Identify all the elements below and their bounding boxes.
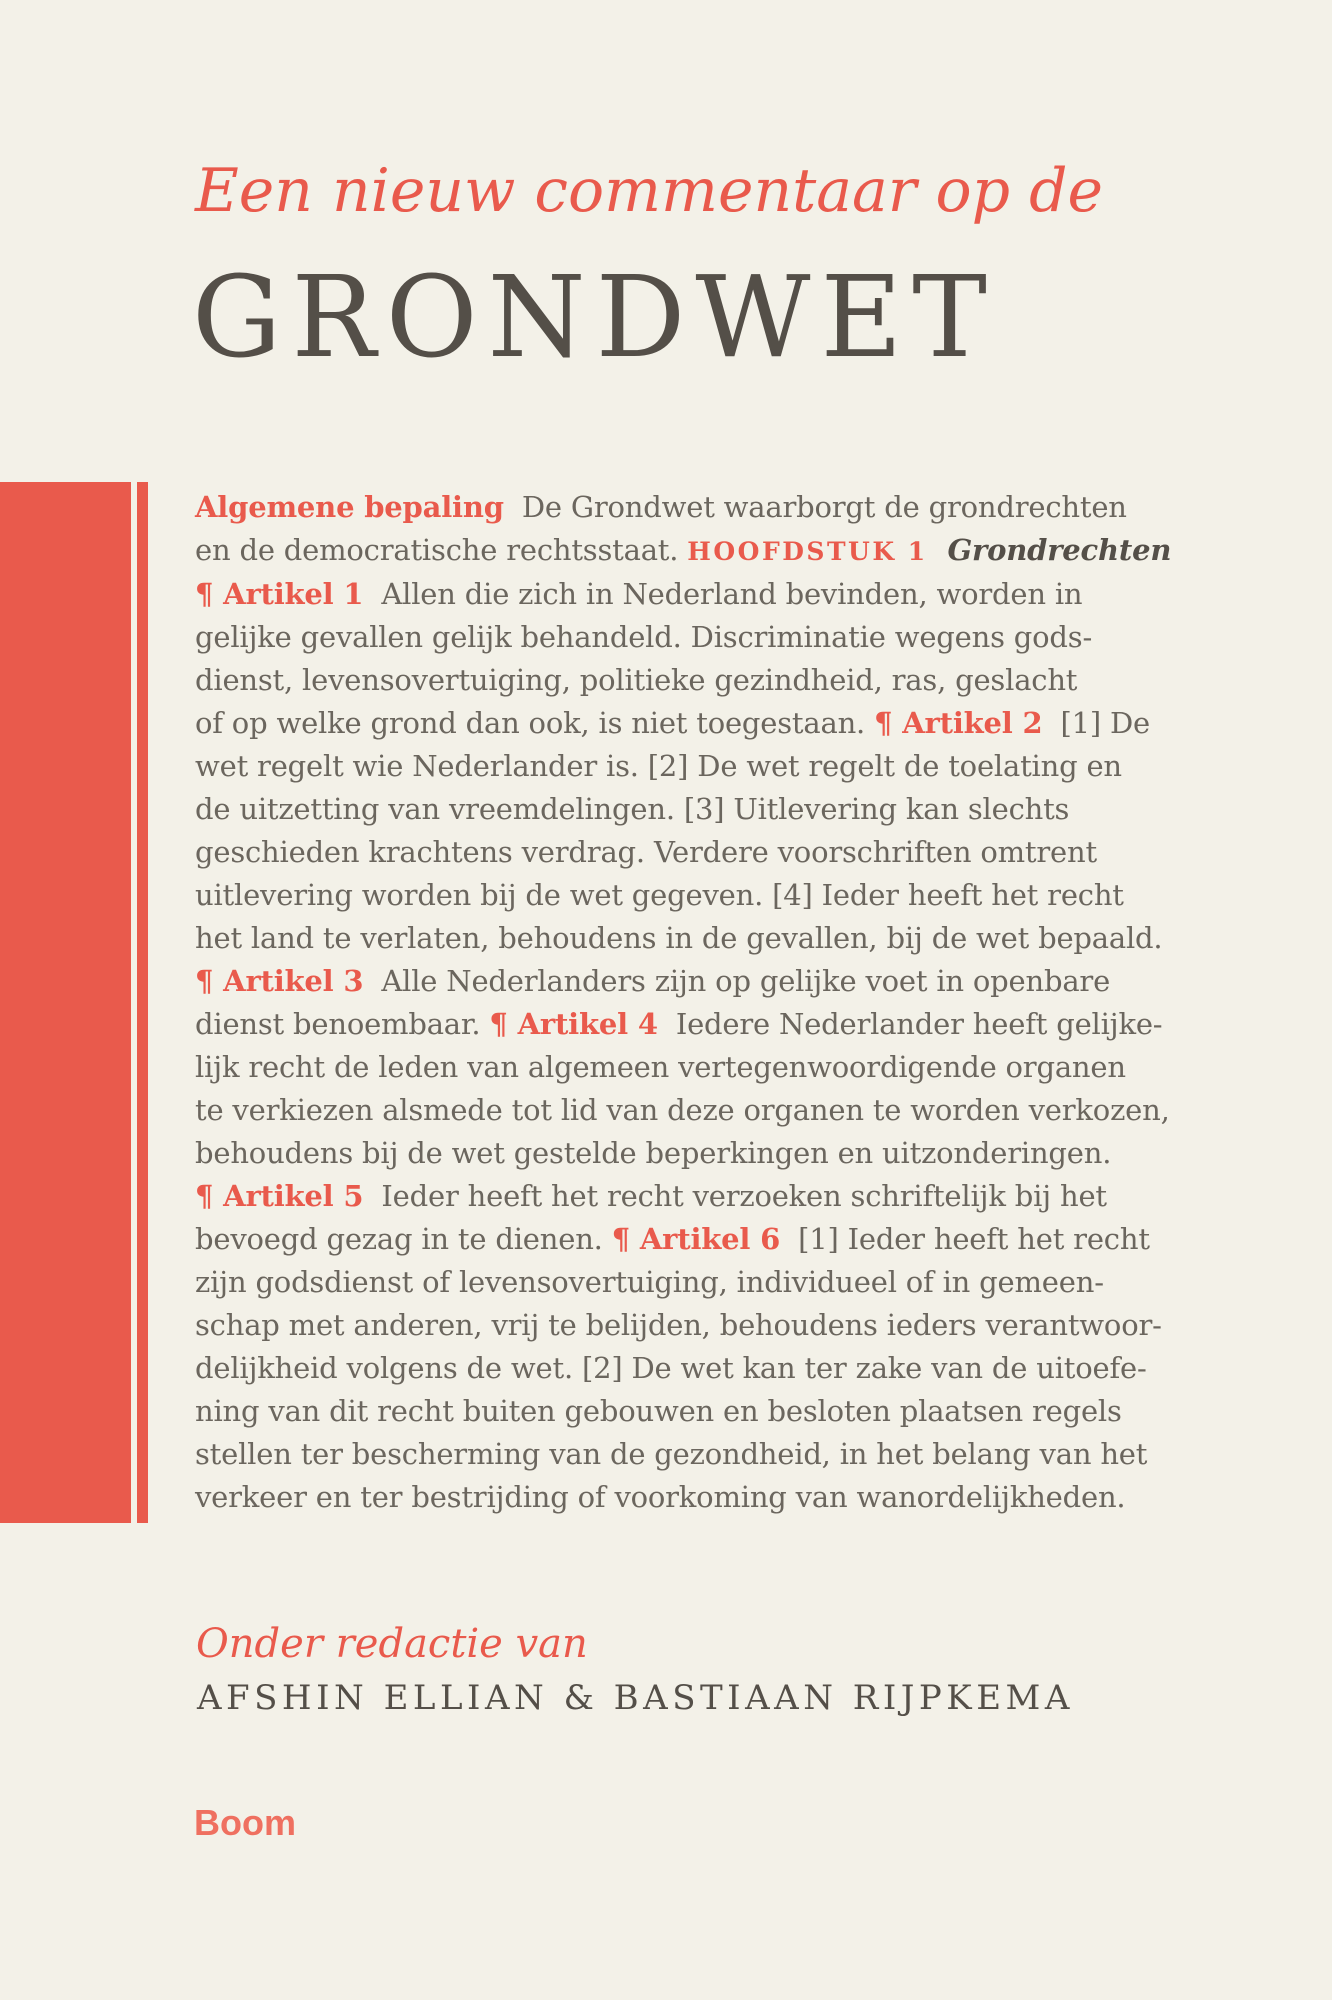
body-segment: bevoegd gezag in te dienen.: [195, 1222, 612, 1256]
body-segment-bi: Grondrechten: [927, 533, 1172, 567]
body-segment: [1] Ieder heeft het recht: [780, 1222, 1150, 1256]
accent-bar-wide: [0, 482, 131, 1523]
publisher-logo: Boom: [194, 1802, 296, 1843]
body-segment: lijk recht de leden van algemeen vertegenwoordigende organen: [195, 1050, 1126, 1084]
cover-tagline: Een nieuw commentaar op de: [195, 156, 1104, 226]
body-segment: De Grondwet waarborgt de grondrechten: [503, 490, 1127, 524]
body-line: [195, 616, 1275, 659]
body-line: [195, 745, 1275, 788]
body-segment: geschieden krachtens verdrag. Verdere voorschriften omtrent: [195, 835, 1097, 869]
cover-title: GRONDWET: [192, 253, 997, 383]
body-line: [195, 529, 1275, 573]
body-line: [195, 874, 1275, 917]
body-segment: Alle Nederlanders zijn op gelijke voet in openbare: [363, 964, 1111, 998]
body-segment: behoudens bij de wet gestelde beperkingen en uitzonderingen.: [195, 1136, 1112, 1170]
body-line: [195, 917, 1275, 960]
body-line: [195, 659, 1275, 702]
body-segment-red: Algemene bepaling: [195, 490, 504, 524]
body-line: [195, 1132, 1275, 1175]
body-segment: [1] De: [1042, 706, 1151, 740]
editors-intro: Onder redactie van: [196, 1621, 588, 1667]
body-segment: Allen die zich in Nederland bevinden, worden in: [363, 577, 1083, 611]
body-line: [195, 573, 1275, 616]
body-line: [195, 702, 1275, 745]
body-line: [195, 1476, 1275, 1519]
body-line: [195, 831, 1275, 874]
body-line: [195, 1304, 1275, 1347]
body-segment-red: ¶ Artikel 6: [611, 1222, 781, 1256]
body-line: [195, 1046, 1275, 1089]
body-segment: wet regelt wie Nederlander is. [2] De wet regelt de toelating en: [195, 749, 1122, 783]
body-segment: en de democratische rechtsstaat.: [195, 533, 688, 567]
body-segment-red: ¶ Artikel 1: [195, 577, 364, 611]
accent-bar-thin: [137, 482, 148, 1523]
body-line: [195, 1089, 1275, 1132]
constitution-text-block: [195, 486, 1275, 1519]
body-segment: dienst, levensovertuiging, politieke gezindheid, ras, geslacht: [195, 663, 1078, 697]
body-segment-red: ¶ Artikel 5: [195, 1179, 364, 1213]
body-segment: ning van dit recht buiten gebouwen en besloten plaatsen regels: [195, 1394, 1122, 1428]
body-segment: de uitzetting van vreemdelingen. [3] Uitlevering kan slechts: [195, 792, 1070, 826]
body-segment: of op welke grond dan ook, is niet toegestaan.: [195, 706, 875, 740]
body-line: [195, 1390, 1275, 1433]
body-segment: schap met anderen, vrij te belijden, behoudens ieders verantwoor-: [195, 1308, 1162, 1342]
body-line: [195, 1175, 1275, 1218]
body-line: [195, 1347, 1275, 1390]
body-segment: stellen ter bescherming van de gezondheid, in het belang van het: [195, 1437, 1148, 1471]
body-segment: verkeer en ter bestrijding of voorkoming van wanordelijkheden.: [195, 1480, 1126, 1514]
body-line: [195, 788, 1275, 831]
body-line: [195, 1218, 1275, 1261]
body-line: [195, 486, 1275, 529]
body-segment: te verkiezen alsmede tot lid van deze organen te worden verkozen,: [195, 1093, 1170, 1127]
body-segment-red: ¶ Artikel 3: [195, 964, 364, 998]
body-segment-red: ¶ Artikel 2: [874, 706, 1043, 740]
body-line: [195, 1261, 1275, 1304]
body-segment: Iedere Nederlander heeft gelijke-: [657, 1007, 1163, 1041]
body-line: [195, 1003, 1275, 1046]
body-line: [195, 960, 1275, 1003]
body-segment-caps: HOOFDSTUK 1: [687, 537, 928, 566]
body-segment: het land te verlaten, behoudens in de gevallen, bij de wet bepaald.: [195, 921, 1163, 955]
body-segment: uitlevering worden bij de wet gegeven. [4] Ieder heeft het recht: [195, 878, 1124, 912]
body-segment: zijn godsdienst of levensovertuiging, individueel of in gemeen-: [195, 1265, 1104, 1299]
body-segment: gelijke gevallen gelijk behandeld. Discriminatie wegens gods-: [195, 620, 1093, 654]
editors-names: AFSHIN ELLIAN & BASTIAAN RIJPKEMA: [197, 1678, 1074, 1718]
body-segment-red: ¶ Artikel 4: [489, 1007, 658, 1041]
body-segment: Ieder heeft het recht verzoeken schriftelijk bij het: [363, 1179, 1107, 1213]
body-segment: delijkheid volgens de wet. [2] De wet kan ter zake van de uitoefe-: [195, 1351, 1147, 1385]
body-segment: dienst benoembaar.: [195, 1007, 490, 1041]
body-line: [195, 1433, 1275, 1476]
